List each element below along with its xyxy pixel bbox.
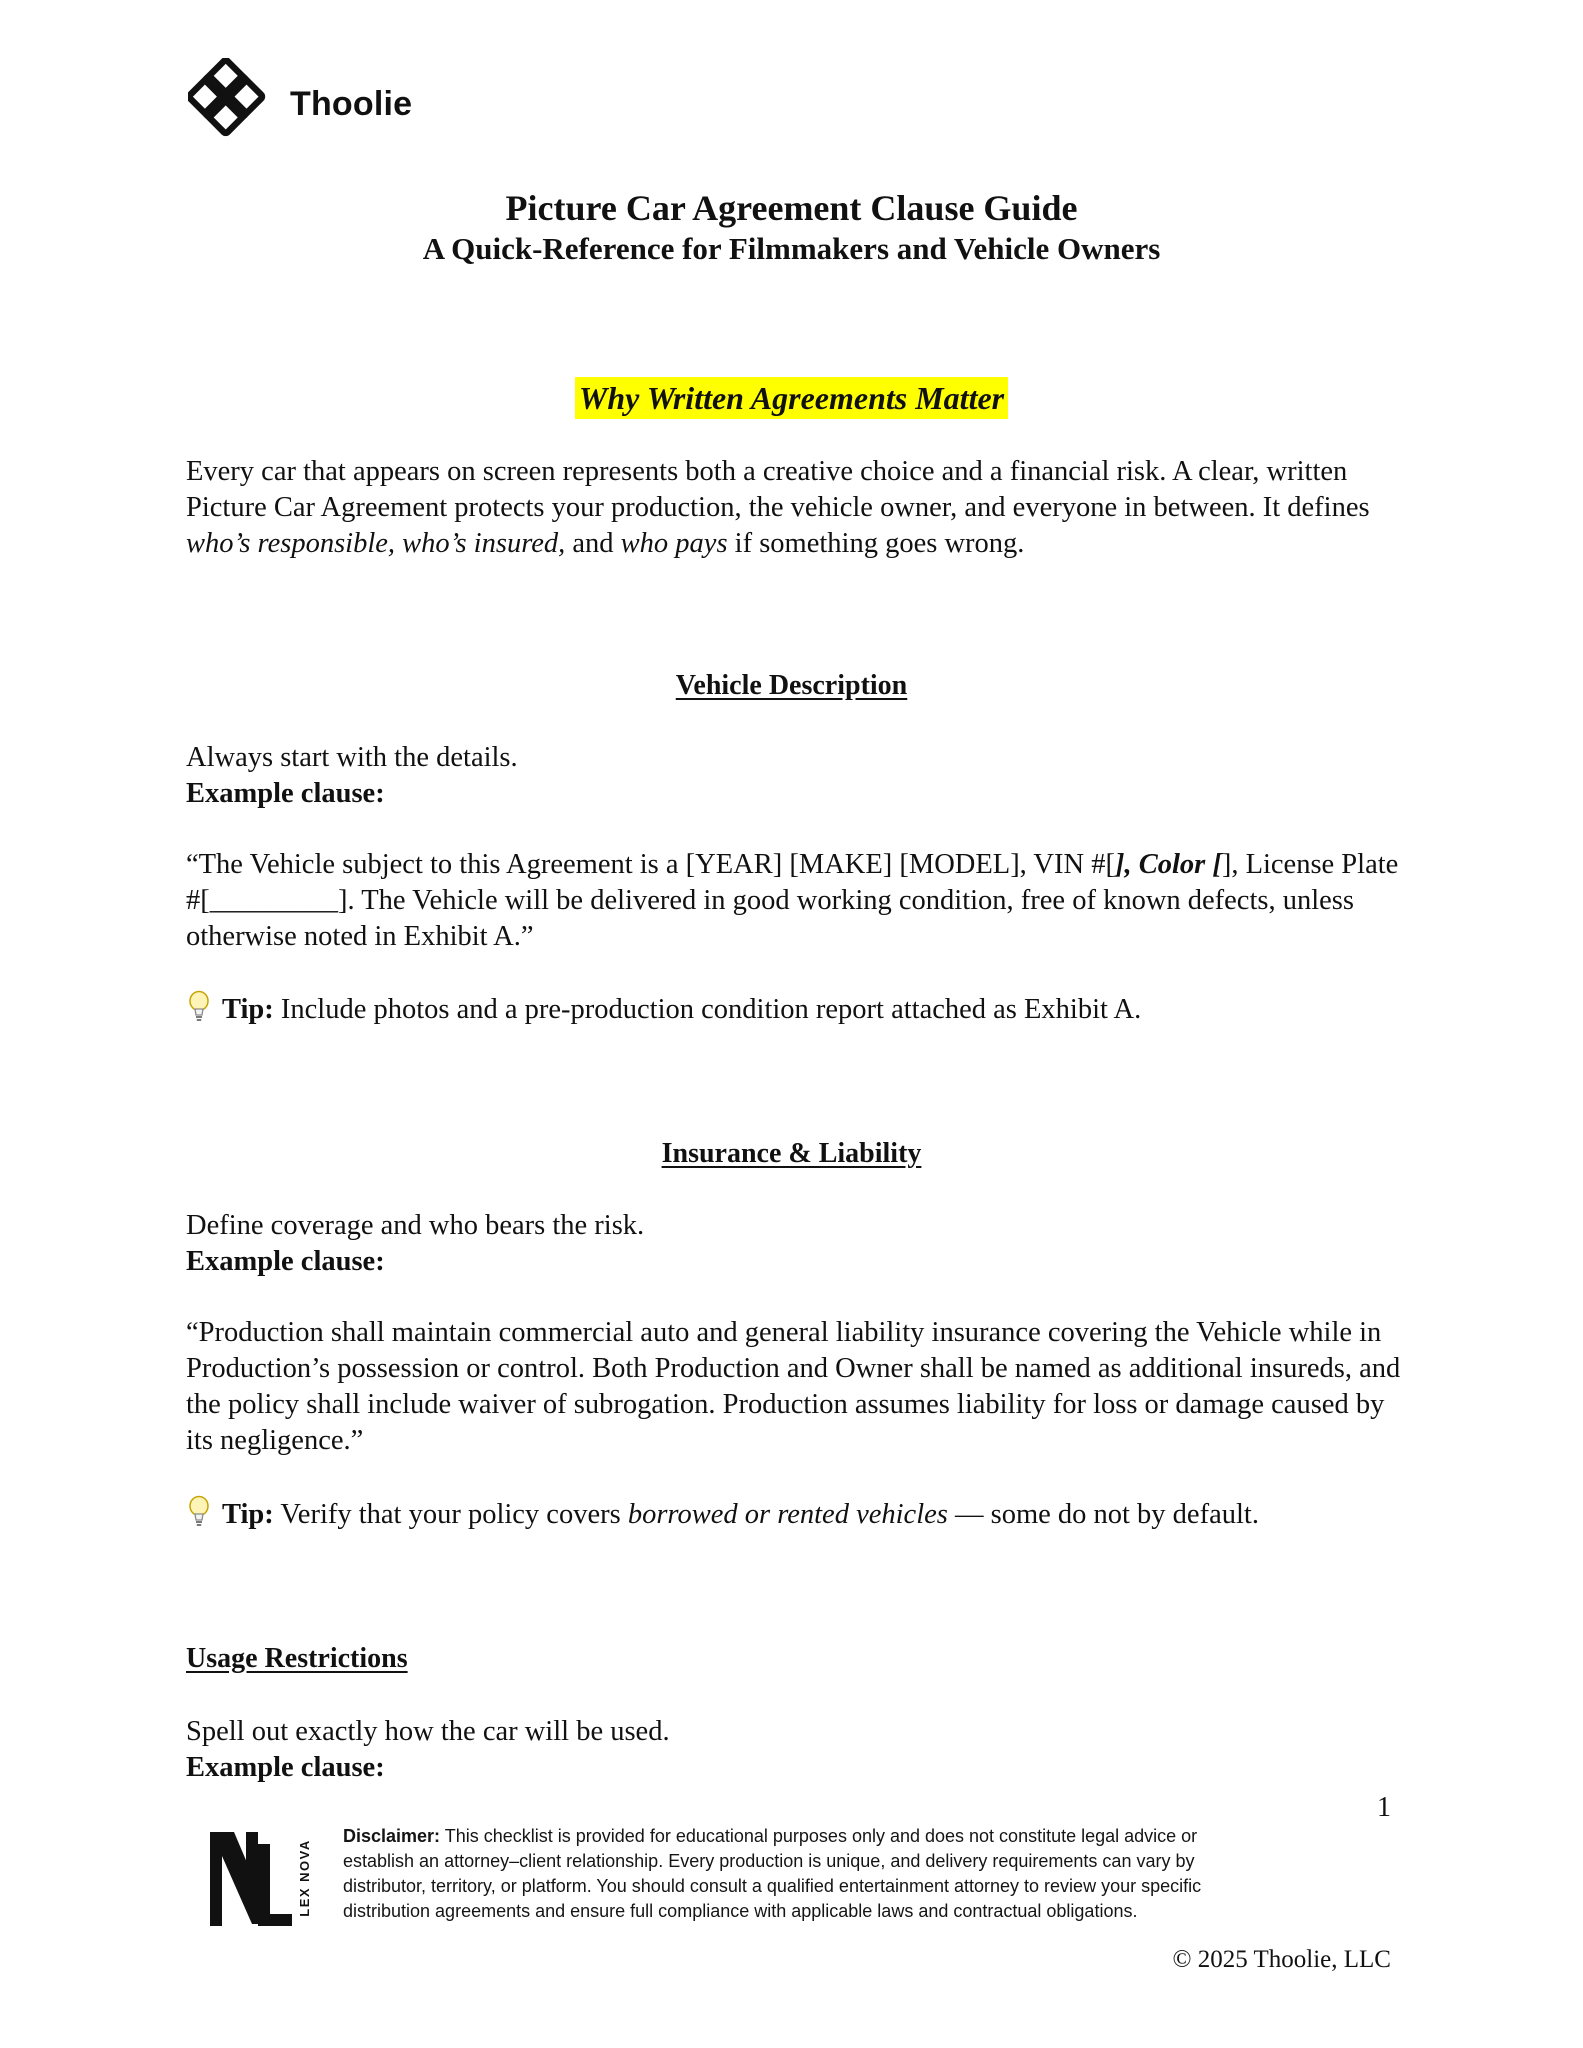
vehicle-intro (186, 740, 1406, 812)
lightbulb-icon (186, 1495, 212, 1531)
insurance-intro (186, 1208, 1406, 1280)
insurance-heading: Insurance & Liability (661, 1138, 922, 1169)
thoolie-logo-icon (188, 58, 280, 150)
vehicle-heading-wrap (0, 669, 1583, 703)
title-block (0, 188, 1583, 268)
brand-header (188, 58, 412, 150)
why-text-italic-1: who’s responsible, who’s insured, (186, 528, 566, 559)
insurance-intro-text: Define coverage and who bears the risk. (186, 1210, 645, 1241)
page-subtitle: A Quick-Reference for Filmmakers and Vehicle Owners (422, 231, 1161, 266)
vehicle-heading: Vehicle Description (675, 670, 908, 701)
disclaimer-label: Disclaimer: (343, 1826, 441, 1846)
vehicle-clause (186, 847, 1406, 955)
why-text-mid: and (565, 528, 621, 559)
footer-logo-wordmark: LEX NOVA (296, 1839, 312, 1917)
insurance-clause: “Production shall maintain commercial auto and general liability insurance covering the Vehicle while in Production’s possession or control. Both Production and Owner shall be named as additional insureds, and the policy shall include waiver of subrogation. Production assumes liability for loss or damage caused by its negligence.” (186, 1317, 1401, 1456)
why-paragraph (186, 454, 1406, 562)
vehicle-intro-text: Always start with the details. (186, 742, 518, 773)
disclaimer-text: This checklist is provided for educational purposes only and does not constitute legal advice or establish an attorney–client relationship. Every production is unique, and delivery requirements can vary by distributor, territory, or platform. You should consult a qualified entertainment attorney to review your specific distribution agreements and ensure full compliance with applicable laws and contractual obligations. (343, 1826, 1202, 1921)
why-heading-wrap (0, 377, 1583, 419)
usage-heading: Usage Restrictions (186, 1643, 408, 1674)
vehicle-tip-body: Include photos and a pre-production condition report attached as Exhibit A. (273, 994, 1142, 1025)
brand-name: Thoolie (290, 84, 413, 123)
insurance-tip-text (222, 1497, 1259, 1533)
lightbulb-icon (186, 990, 212, 1026)
why-text-start: Every car that appears on screen represents both a creative choice and a financial risk. A clear, written Picture Car Agreement protects your production, the vehicle owner, and everyone in between. It defines (186, 456, 1370, 523)
usage-intro (186, 1714, 1406, 1786)
why-text-end: if something goes wrong. (727, 528, 1025, 559)
vehicle-tip-text (222, 992, 1141, 1028)
page-number: 1 (1377, 1792, 1391, 1823)
why-text-italic-2: who pays (620, 528, 728, 559)
vehicle-tip-label: Tip: (222, 994, 274, 1025)
insurance-tip-start: Verify that your policy covers (273, 1499, 628, 1530)
insurance-tip-label: Tip: (222, 1499, 274, 1530)
vehicle-clause-part2: ], License Plate #[_________]. The Vehicle will be delivered in good working condition, free of known defects, unless otherwise noted in Exhibit A.” (186, 849, 1399, 952)
vehicle-clause-part1: “The Vehicle subject to this Agreement is a [YEAR] [MAKE] [MODEL], VIN #[ (186, 849, 1115, 880)
why-heading: Why Written Agreements Matter (575, 377, 1008, 419)
usage-intro-text: Spell out exactly how the car will be used. (186, 1716, 670, 1747)
page-title: Picture Car Agreement Clause Guide (505, 188, 1078, 228)
insurance-example-label: Example clause: (186, 1246, 385, 1277)
vehicle-clause-bold-italic-2: , Color [ (1124, 849, 1222, 880)
footer-disclaimer (343, 1824, 1273, 1924)
insurance-tip-italic: borrowed or rented vehicles (627, 1499, 948, 1530)
copyright-notice: © 2025 Thoolie, LLC (1172, 1946, 1391, 1973)
vehicle-example-label: Example clause: (186, 778, 385, 809)
vehicle-tip (186, 992, 1406, 1028)
insurance-tip (186, 1497, 1406, 1533)
vehicle-clause-bold-italic-1: ] (1114, 849, 1125, 880)
insurance-tip-end: — some do not by default. (947, 1499, 1259, 1530)
usage-example-label: Example clause: (186, 1752, 385, 1783)
insurance-heading-wrap (0, 1137, 1583, 1171)
